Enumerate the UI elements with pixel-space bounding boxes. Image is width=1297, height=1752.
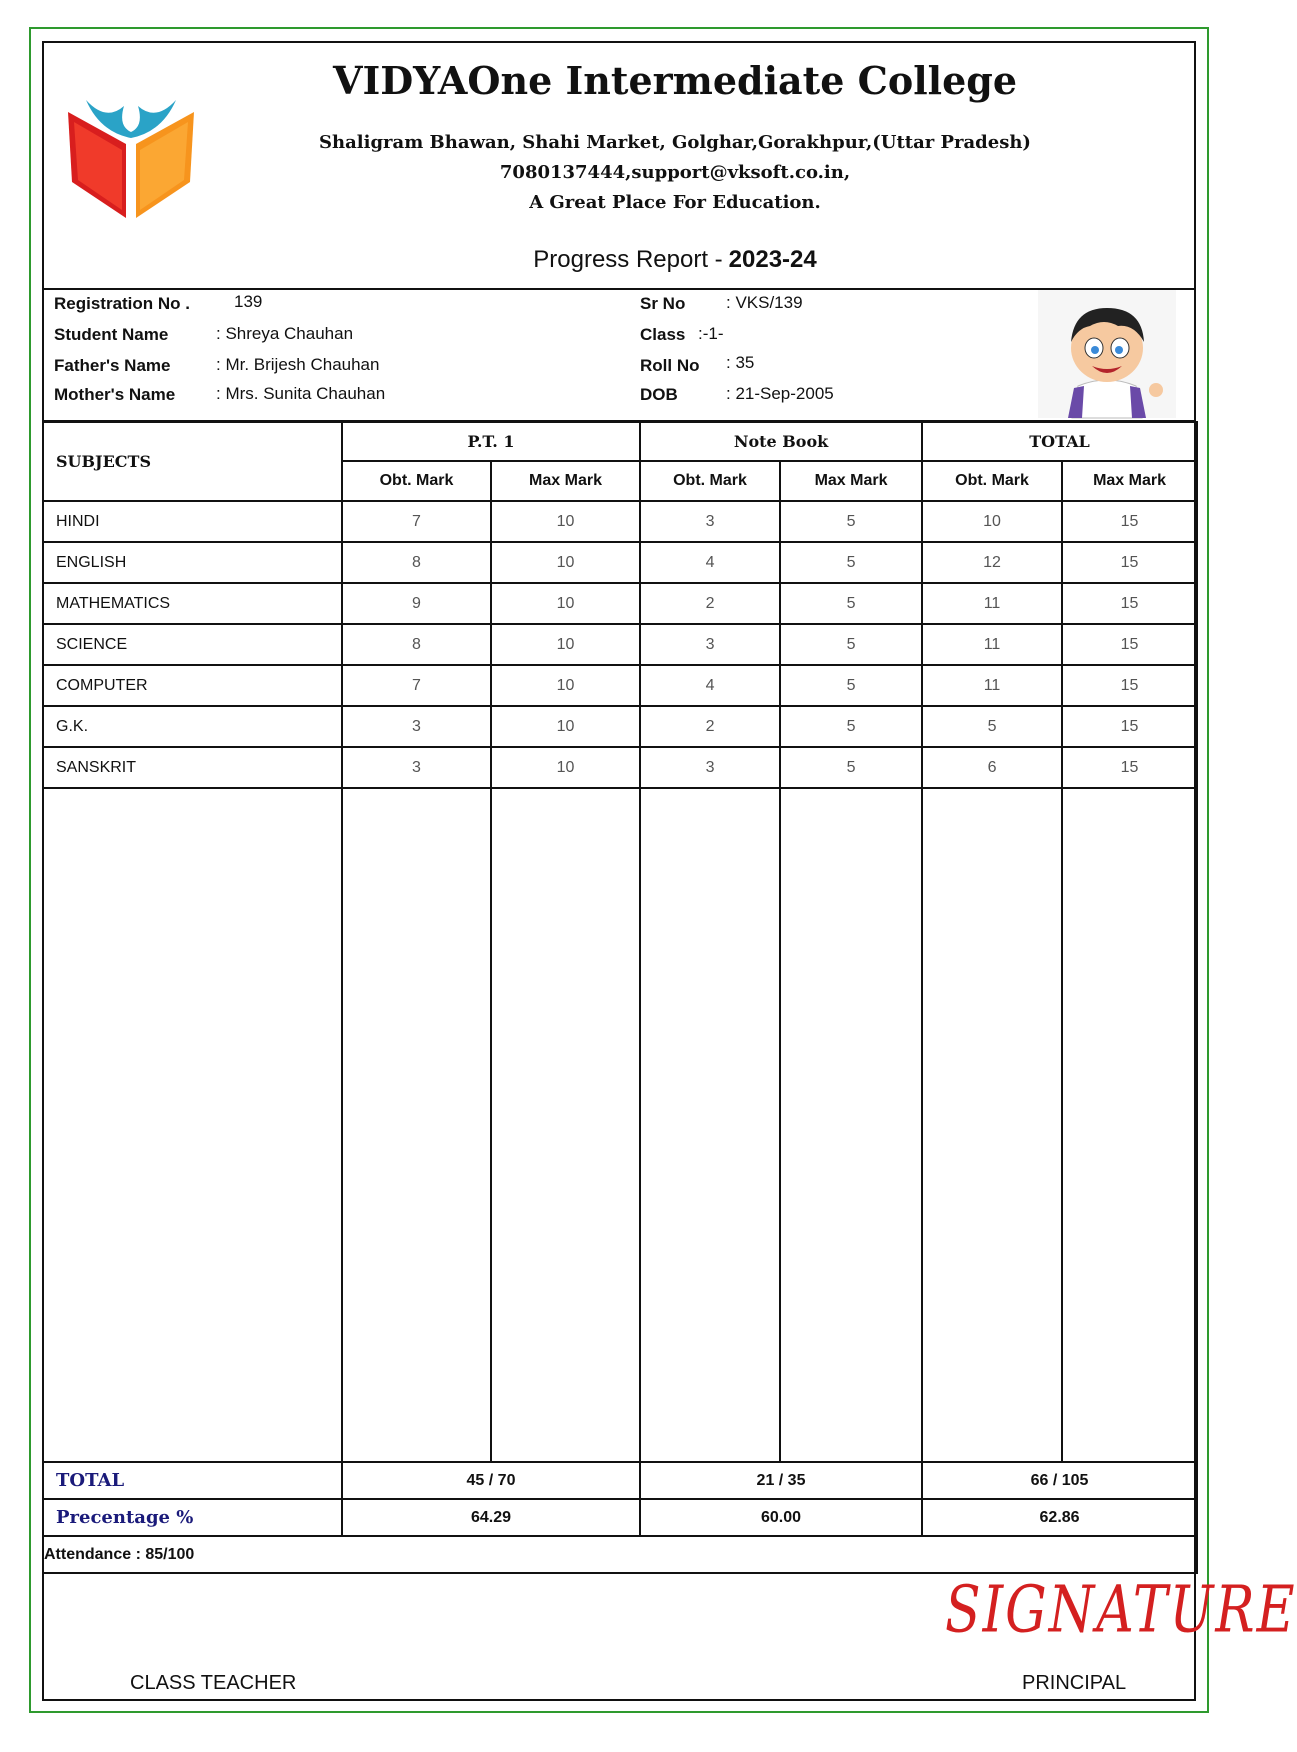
notebook-max-cell: 5 [780,624,922,665]
total-obt-cell: 11 [922,665,1062,706]
attendance-text: Attendance : 85/100 [43,1536,1197,1573]
pt1-obt-cell: 3 [342,747,491,788]
pt1-obt-cell: 8 [342,542,491,583]
table-row [43,747,1197,788]
empty-cell [1062,788,1197,1462]
principal-label: PRINCIPAL [1022,1672,1127,1694]
notebook-obt-cell: 4 [640,542,780,583]
subject-name: SCIENCE [43,624,342,665]
student-name-label: Student Name [54,325,169,344]
total-max-cell: 15 [1062,542,1197,583]
pt1-max-cell: 10 [491,501,640,542]
empty-cell [43,788,342,1462]
total-label: TOTAL [43,1462,342,1499]
student-photo-icon [1038,290,1176,418]
pt1-max-cell: 10 [491,706,640,747]
notebook-max-cell: 5 [780,583,922,624]
total-max-cell: 15 [1062,665,1197,706]
subject-name: MATHEMATICS [43,583,342,624]
pt1-obt-cell: 7 [342,501,491,542]
pt1-obt-header: Obt. Mark [342,461,491,501]
pt1-total: 45 / 70 [342,1462,640,1499]
father-name-value: : Mr. Brijesh Chauhan [216,355,380,374]
registration-label: Registration No . [54,294,191,313]
pt1-obt-cell: 9 [342,583,491,624]
empty-cell [342,788,491,1462]
total-max-cell: 15 [1062,501,1197,542]
roll-label: Roll No [640,356,700,375]
pt1-max-cell: 10 [491,542,640,583]
grand-total: 66 / 105 [922,1462,1197,1499]
total-obt-header: Obt. Mark [922,461,1062,501]
srno-label: Sr No [640,294,686,313]
empty-cell [922,788,1062,1462]
notebook-obt-cell: 2 [640,583,780,624]
roll-value: : 35 [726,353,755,372]
pt1-obt-cell: 3 [342,706,491,747]
notebook-percentage: 60.00 [640,1499,922,1536]
total-max-header: Max Mark [1062,461,1197,501]
subject-name: G.K. [43,706,342,747]
notebook-max-cell: 5 [780,706,922,747]
header-divider [42,288,1196,290]
pt1-max-header: Max Mark [491,461,640,501]
notebook-max-cell: 5 [780,542,922,583]
group-header-total: TOTAL [922,422,1197,461]
class-teacher-label: CLASS TEACHER [130,1672,297,1694]
subject-name: SANSKRIT [43,747,342,788]
college-tagline: A Great Place For Education. [529,192,821,213]
dob-label: DOB [640,385,678,404]
total-max-cell: 15 [1062,624,1197,665]
notebook-obt-cell: 2 [640,706,780,747]
notebook-obt-cell: 3 [640,624,780,665]
pt1-obt-cell: 8 [342,624,491,665]
group-header-notebook: Note Book [640,422,922,461]
empty-cell [491,788,640,1462]
table-row [43,501,1197,542]
total-obt-cell: 6 [922,747,1062,788]
notebook-max-cell: 5 [780,501,922,542]
marks-table [42,421,1198,1574]
mother-name-value: : Mrs. Sunita Chauhan [216,384,386,403]
empty-cell [780,788,922,1462]
class-value: :-1- [698,324,724,343]
total-obt-cell: 12 [922,542,1062,583]
percentage-row [43,1499,1197,1536]
pt1-max-cell: 10 [491,624,640,665]
total-max-cell: 15 [1062,706,1197,747]
student-name-value: : Shreya Chauhan [216,324,354,343]
subject-name: HINDI [43,501,342,542]
pt1-max-cell: 10 [491,583,640,624]
notebook-obt-header: Obt. Mark [640,461,780,501]
notebook-max-cell: 5 [780,747,922,788]
school-logo-icon [66,92,196,222]
pt1-obt-cell: 7 [342,665,491,706]
total-percentage: 62.86 [922,1499,1197,1536]
table-row [43,665,1197,706]
notebook-max-header: Max Mark [780,461,922,501]
class-label: Class [640,325,686,344]
total-obt-cell: 11 [922,583,1062,624]
father-name-label: Father's Name [54,356,171,375]
pt1-max-cell: 10 [491,665,640,706]
notebook-obt-cell: 4 [640,665,780,706]
total-row [43,1462,1197,1499]
attendance-row [43,1536,1197,1573]
pt1-max-cell: 10 [491,747,640,788]
college-name: VIDYAOne Intermediate College [332,58,1018,103]
subject-name: ENGLISH [43,542,342,583]
group-header-pt1: P.T. 1 [342,422,640,461]
total-max-cell: 15 [1062,747,1197,788]
empty-table-area [43,788,1197,1462]
college-contact: 7080137444,support@vksoft.co.in, [499,162,851,183]
total-max-cell: 15 [1062,583,1197,624]
total-obt-cell: 5 [922,706,1062,747]
total-obt-cell: 10 [922,501,1062,542]
total-obt-cell: 11 [922,624,1062,665]
dob-value: : 21-Sep-2005 [726,384,834,403]
report-title-text: Progress Report - [533,246,723,273]
notebook-obt-cell: 3 [640,501,780,542]
notebook-obt-cell: 3 [640,747,780,788]
college-address: Shaligram Bhawan, Shahi Market, Golghar,Gorakhpur,(Uttar Pradesh) [319,132,1031,153]
notebook-total: 21 / 35 [640,1462,922,1499]
table-row [43,583,1197,624]
report-session: 2023-24 [728,246,817,273]
subject-name: COMPUTER [43,665,342,706]
table-row [43,706,1197,747]
empty-cell [640,788,780,1462]
registration-value: 139 [234,292,263,311]
percentage-label: Precentage % [43,1499,342,1536]
subjects-header: SUBJECTS [43,422,342,501]
principal-signature: SIGNATURE [945,1572,1297,1648]
srno-value: : VKS/139 [726,293,803,312]
notebook-max-cell: 5 [780,665,922,706]
table-row [43,624,1197,665]
mother-name-label: Mother's Name [54,385,176,404]
table-row [43,542,1197,583]
report-title [250,246,1100,274]
pt1-percentage: 64.29 [342,1499,640,1536]
